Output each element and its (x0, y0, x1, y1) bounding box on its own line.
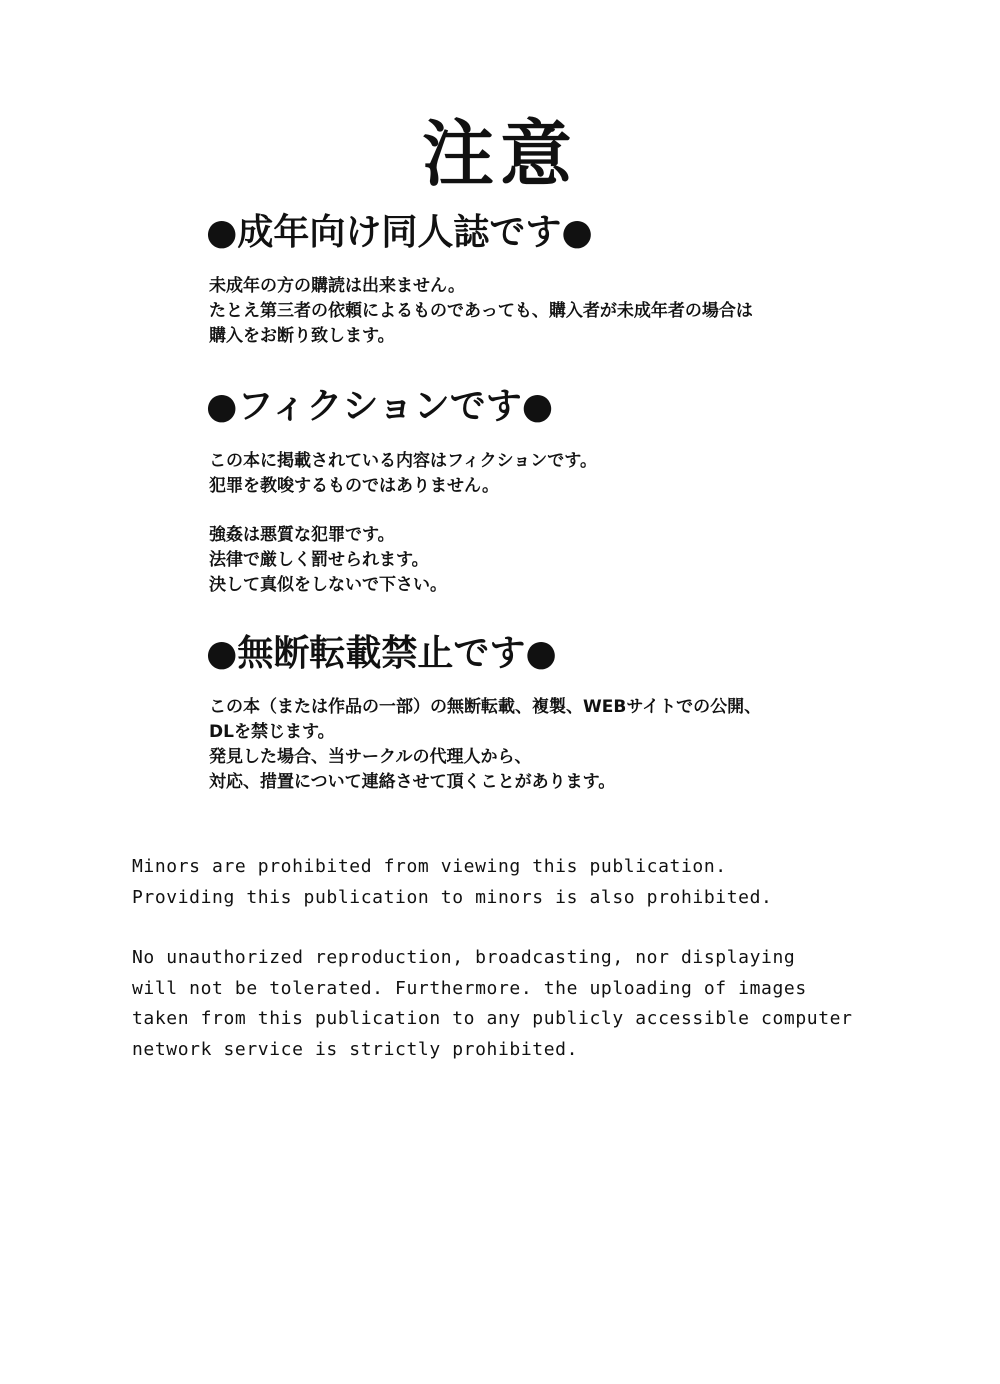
english-notice-reproduction (132, 943, 853, 1065)
text-line: 未成年の方の購読は出来ません。 (209, 276, 466, 296)
english-notice-minors (132, 852, 772, 913)
page-title: 注意 (421, 112, 578, 196)
text-line: 対応、措置について連絡させて頂くことがあります。 (209, 772, 616, 792)
text-line: 決して真似をしないで下さい。 (209, 575, 447, 595)
text-line: この本に掲載されている内容はフィクションです。 (209, 451, 597, 471)
section-no-reproduction-paragraph (209, 695, 761, 795)
section-fiction-paragraph-1 (209, 449, 597, 499)
text-line: 発見した場合、当サークルの代理人から、 (209, 747, 532, 767)
text-line: network service is strictly prohibited. (132, 1038, 579, 1060)
text-line: DLを禁じます。 (209, 722, 335, 742)
text-line: taken from this publication to any publicly accessible computer (132, 1008, 853, 1029)
text-line: 法律で厳しく罰せられます。 (209, 550, 429, 570)
text-line: 購入をお断り致します。 (209, 326, 395, 346)
text-line: たとえ第三者の依頼によるものであっても、購入者が未成年者の場合は (209, 301, 753, 321)
text-line: 犯罪を教唆するものではありません。 (209, 476, 500, 496)
section-adult-paragraph (209, 274, 753, 349)
text-line: No unauthorized reproduction, broadcasting, nor displaying (132, 947, 796, 968)
text-line: Providing this publication to minors is also prohibited. (132, 886, 773, 908)
text-line: Minors are prohibited from viewing this publication. (132, 856, 727, 877)
section-heading-adult: ●成年向け同人誌です● (206, 212, 593, 253)
text-line: will not be tolerated. Furthermore. the uploading of images (132, 977, 807, 999)
text-line: 強姦は悪質な犯罪です。 (209, 525, 395, 545)
section-heading-no-reproduction: ●無断転載禁止です● (206, 633, 557, 674)
text-line: この本（または作品の一部）の無断転載、複製、WEBサイトでの公開、 (209, 697, 762, 717)
section-heading-fiction: ●フィクションです● (206, 386, 554, 427)
section-fiction-paragraph-2 (209, 523, 447, 598)
